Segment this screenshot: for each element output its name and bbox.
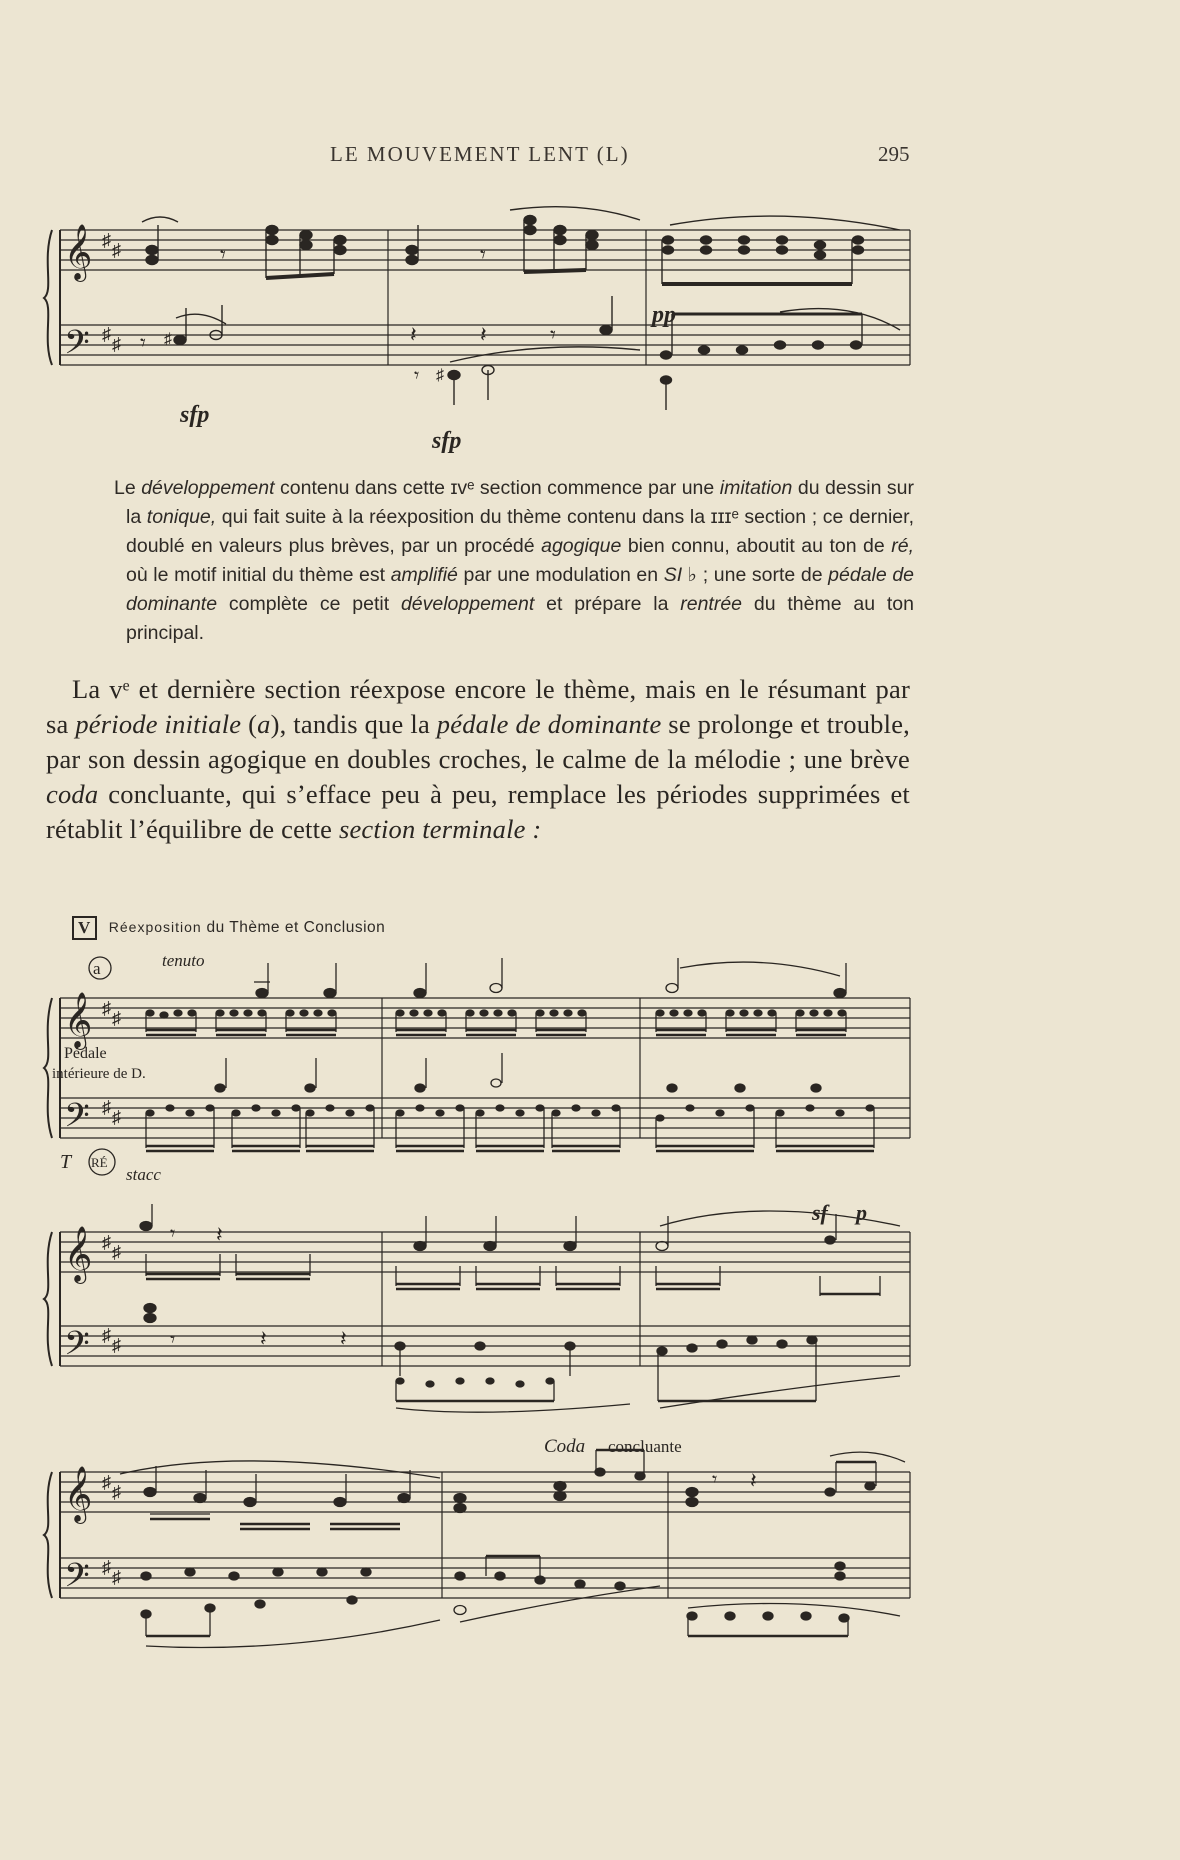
svg-text:𝄢: 𝄢: [64, 1325, 90, 1370]
re-circle: RÉ: [91, 1155, 108, 1170]
period-a-circle: a: [93, 959, 101, 978]
running-header: [0, 142, 1180, 172]
svg-text:𝄾: 𝄾: [480, 242, 486, 267]
svg-text:𝄢: 𝄢: [64, 1557, 90, 1602]
page-number: 295: [878, 142, 910, 166]
body-text: La vᵉ et dernière section réexpose encore le thème, mais en le résumant par sa période initiale (a), tandis que la pédale de dominante se prolonge et trouble, par son dessin agogique en doubles croches, le calme de la mélodie ; une brève coda concluante, qui s’efface peu à peu, remplace les périodes supprimées et rétablit l’équilibre de cette section terminale :: [46, 674, 910, 844]
tonic-t-mark: T: [60, 1151, 72, 1173]
svg-text:♯: ♯: [436, 367, 444, 384]
running-title: LE MOUVEMENT LENT (L): [330, 142, 630, 166]
svg-text:𝄽: 𝄽: [216, 1222, 223, 1247]
svg-text:♯: ♯: [112, 1107, 121, 1127]
grand-staff-3: [40, 1196, 920, 1426]
tenuto-marking: tenuto: [162, 951, 205, 970]
music-excerpt-1: [40, 200, 920, 460]
section-title: Réexposition du Thème et Conclusion: [108, 919, 386, 936]
svg-text:♯: ♯: [102, 1232, 111, 1252]
section-number-box: V: [72, 916, 97, 940]
dynamic-pp: pp: [652, 302, 676, 328]
svg-text:𝄽: 𝄽: [260, 1326, 267, 1351]
explanation-paragraph: [114, 474, 914, 648]
explanation-text: Le développement contenu dans cette ɪvᵉ section commence par une imitation du dessin sur la tonique, qui fait suite à la réexposition du thème contenu dans la ɪɪɪᵉ section ; ce dernier, doublé en valeurs plus brèves, par un procédé agogique bien connu, aboutit au ton de ré, où le motif initial du thème est amplifié par une modulation en SI ♭ ; une sorte de pédale de dominante complète ce petit développement et prépare la rentrée du thème au ton principal.: [114, 477, 915, 644]
dynamic-sf: sf: [812, 1200, 828, 1225]
svg-text:𝄾: 𝄾: [414, 365, 420, 387]
dynamic-sfp-2: sfp: [432, 428, 462, 454]
sixteenth-groups-bass: [146, 1053, 874, 1151]
svg-text:♯: ♯: [102, 230, 111, 250]
svg-text:𝄾: 𝄾: [140, 330, 146, 355]
grand-staff-1: [40, 200, 920, 460]
treble-clef-icon: 𝄞: [64, 226, 93, 279]
svg-text:♯: ♯: [112, 1335, 121, 1355]
svg-text:♯: ♯: [102, 1472, 111, 1492]
dynamic-p: p: [856, 1200, 867, 1225]
svg-text:𝄾: 𝄾: [170, 1223, 176, 1245]
svg-text:♯: ♯: [102, 1097, 111, 1117]
pedal-label-2: intérieure de D.: [52, 1066, 146, 1082]
grand-staff-4: [40, 1436, 920, 1666]
body-paragraph: [46, 672, 910, 847]
svg-text:♯: ♯: [102, 998, 111, 1018]
dynamic-sfp-1: sfp: [180, 402, 210, 428]
svg-text:𝄽: 𝄽: [410, 322, 417, 347]
music-excerpt-3: [40, 1196, 920, 1426]
svg-text:𝄞: 𝄞: [64, 994, 93, 1047]
svg-text:♯: ♯: [112, 1482, 121, 1502]
svg-text:𝄞: 𝄞: [64, 1468, 93, 1521]
svg-text:𝄽: 𝄽: [340, 1326, 347, 1351]
concluante-label: concluante: [608, 1437, 682, 1456]
svg-text:𝄾: 𝄾: [712, 1469, 718, 1491]
svg-text:♯: ♯: [102, 324, 111, 344]
svg-text:♯: ♯: [112, 334, 121, 354]
sixteenth-groups-treble: [146, 1010, 846, 1035]
svg-text:♯: ♯: [102, 1325, 111, 1345]
svg-text:♯: ♯: [102, 1557, 111, 1577]
svg-text:♯: ♯: [112, 1242, 121, 1262]
svg-text:𝄽: 𝄽: [480, 322, 487, 347]
svg-text:𝄞: 𝄞: [64, 1228, 93, 1281]
staccato-marking: stacc: [126, 1165, 161, 1184]
svg-text:♯: ♯: [112, 1567, 121, 1587]
music-excerpt-2: [40, 948, 920, 1188]
coda-label: Coda: [544, 1436, 586, 1457]
svg-text:𝄾: 𝄾: [220, 242, 226, 267]
pedal-label-1: Pédale: [64, 1045, 107, 1062]
svg-text:♯: ♯: [164, 331, 172, 348]
section-v-heading: [72, 914, 385, 942]
svg-text:𝄾: 𝄾: [170, 1329, 176, 1351]
music-excerpt-4: [40, 1436, 920, 1666]
bass-clef-icon: 𝄢: [64, 324, 90, 369]
svg-text:𝄾: 𝄾: [550, 322, 556, 347]
grand-staff-2: [40, 948, 920, 1188]
svg-text:𝄽: 𝄽: [750, 1468, 757, 1493]
svg-text:♯: ♯: [112, 240, 121, 260]
svg-text:𝄢: 𝄢: [64, 1097, 90, 1142]
svg-text:♯: ♯: [112, 1008, 121, 1028]
